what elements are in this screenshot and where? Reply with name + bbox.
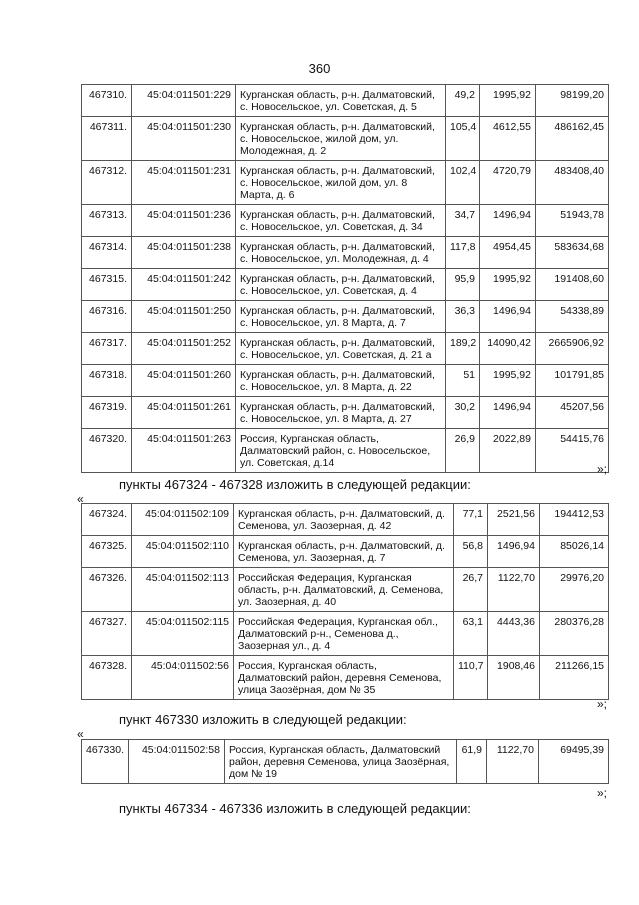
- cadastral-value-cell: 29976,20: [540, 568, 609, 612]
- cadastral-number-cell: 45:04:011502:58: [129, 740, 225, 784]
- table-row: [82, 301, 609, 333]
- row-number-cell: 467328.: [82, 656, 132, 700]
- area-cell: 36,3: [446, 301, 480, 333]
- cadastral-cost-per-unit-cell: 2022,89: [480, 429, 536, 473]
- cadastral-cost-per-unit-cell: 4954,45: [480, 237, 536, 269]
- area-cell: 189,2: [446, 333, 480, 365]
- registry-table-3: [81, 739, 609, 784]
- row-number-cell: 467314.: [82, 237, 132, 269]
- area-cell: 34,7: [446, 205, 480, 237]
- area-cell: 105,4: [446, 117, 480, 161]
- cadastral-value-cell: 486162,45: [536, 117, 609, 161]
- row-number-cell: 467315.: [82, 269, 132, 301]
- area-cell: 30,2: [446, 397, 480, 429]
- cadastral-value-cell: 54338,89: [536, 301, 609, 333]
- amendment-paragraph-1: пункты 467324 - 467328 изложить в следующей редакции:: [119, 477, 471, 492]
- closing-quote-2: »;: [596, 697, 607, 711]
- closing-quote-1: »;: [596, 462, 607, 476]
- row-number-cell: 467318.: [82, 365, 132, 397]
- cadastral-value-cell: 211266,15: [540, 656, 609, 700]
- table-row: [82, 740, 609, 784]
- table-row: [82, 205, 609, 237]
- cadastral-cost-per-unit-cell: 1496,94: [480, 205, 536, 237]
- address-cell: Курганская область, р-н. Далматовский, с. Новосельское, ул. 8 Марта, д. 7: [236, 301, 446, 333]
- table-row: [82, 333, 609, 365]
- cadastral-number-cell: 45:04:011502:56: [132, 656, 234, 700]
- address-cell: Курганская область, р-н. Далматовский, с. Новосельское, ул. Молодежная, д. 4: [236, 237, 446, 269]
- table-row: [82, 536, 609, 568]
- table-row: [82, 504, 609, 536]
- page-number: 360: [308, 61, 331, 76]
- address-cell: Курганская область, р-н. Далматовский, с. Новосельское, ул. Советская, д. 4: [236, 269, 446, 301]
- row-number-cell: 467325.: [82, 536, 132, 568]
- table-row: [82, 237, 609, 269]
- address-cell: Российская Федерация, Курганская обл., Далматовский р-н., Семенова д., Заозерная ул., д. 4: [234, 612, 454, 656]
- cadastral-value-cell: 51943,78: [536, 205, 609, 237]
- row-number-cell: 467311.: [82, 117, 132, 161]
- cadastral-number-cell: 45:04:011502:115: [132, 612, 234, 656]
- registry-table-1: [81, 84, 609, 473]
- row-number-cell: 467316.: [82, 301, 132, 333]
- cadastral-number-cell: 45:04:011502:113: [132, 568, 234, 612]
- registry-table-2: [81, 503, 609, 700]
- area-cell: 26,7: [454, 568, 488, 612]
- cadastral-number-cell: 45:04:011501:238: [132, 237, 236, 269]
- cadastral-number-cell: 45:04:011501:261: [132, 397, 236, 429]
- cadastral-value-cell: 2665906,92: [536, 333, 609, 365]
- address-cell: Россия, Курганская область, Далматовский район, деревня Семенова, улица Заозёрная, дом № 35: [234, 656, 454, 700]
- cadastral-number-cell: 45:04:011502:110: [132, 536, 234, 568]
- area-cell: 110,7: [454, 656, 488, 700]
- address-cell: Курганская область, р-н. Далматовский, с. Новосельское, жилой дом, ул. 8 Марта, д. 6: [236, 161, 446, 205]
- row-number-cell: 467310.: [82, 85, 132, 117]
- cadastral-cost-per-unit-cell: 1995,92: [480, 365, 536, 397]
- address-cell: Российская Федерация, Курганская область, р-н. Далматовский, д. Семенова, ул. Заозерная, д. 40: [234, 568, 454, 612]
- row-number-cell: 467317.: [82, 333, 132, 365]
- cadastral-cost-per-unit-cell: 14090,42: [480, 333, 536, 365]
- cadastral-number-cell: 45:04:011501:250: [132, 301, 236, 333]
- cadastral-number-cell: 45:04:011501:263: [132, 429, 236, 473]
- table-row: [82, 161, 609, 205]
- table-row: [82, 612, 609, 656]
- row-number-cell: 467313.: [82, 205, 132, 237]
- address-cell: Курганская область, р-н. Далматовский, с. Новосельское, жилой дом, ул. Молодежная, д. 2: [236, 117, 446, 161]
- cadastral-value-cell: 45207,56: [536, 397, 609, 429]
- address-cell: Россия, Курганская область, Далматовский район, с. Новосельское, ул. Советская, д.14: [236, 429, 446, 473]
- address-cell: Курганская область, р-н. Далматовский, д. Семенова, ул. Заозерная, д. 7: [234, 536, 454, 568]
- cadastral-cost-per-unit-cell: 1995,92: [480, 269, 536, 301]
- cadastral-cost-per-unit-cell: 1995,92: [480, 85, 536, 117]
- row-number-cell: 467312.: [82, 161, 132, 205]
- table-row: [82, 429, 609, 473]
- cadastral-value-cell: 583634,68: [536, 237, 609, 269]
- table-row: [82, 85, 609, 117]
- address-cell: Курганская область, р-н. Далматовский, с. Новосельское, ул. 8 Марта, д. 22: [236, 365, 446, 397]
- cadastral-value-cell: 280376,28: [540, 612, 609, 656]
- cadastral-value-cell: 69495,39: [539, 740, 609, 784]
- cadastral-number-cell: 45:04:011501:252: [132, 333, 236, 365]
- cadastral-value-cell: 98199,20: [536, 85, 609, 117]
- cadastral-number-cell: 45:04:011501:231: [132, 161, 236, 205]
- amendment-paragraph-2: пункт 467330 изложить в следующей редакции:: [119, 712, 407, 727]
- area-cell: 77,1: [454, 504, 488, 536]
- cadastral-cost-per-unit-cell: 4612,55: [480, 117, 536, 161]
- area-cell: 95,9: [446, 269, 480, 301]
- cadastral-number-cell: 45:04:011501:260: [132, 365, 236, 397]
- table-row: [82, 365, 609, 397]
- cadastral-cost-per-unit-cell: 1908,46: [488, 656, 540, 700]
- area-cell: 102,4: [446, 161, 480, 205]
- table-row: [82, 397, 609, 429]
- area-cell: 51: [446, 365, 480, 397]
- cadastral-value-cell: 483408,40: [536, 161, 609, 205]
- cadastral-cost-per-unit-cell: 4443,36: [488, 612, 540, 656]
- address-cell: Курганская область, р-н. Далматовский, с. Новосельское, ул. Советская, д. 34: [236, 205, 446, 237]
- cadastral-cost-per-unit-cell: 4720,79: [480, 161, 536, 205]
- row-number-cell: 467320.: [82, 429, 132, 473]
- address-cell: Курганская область, р-н. Далматовский, с. Новосельское, ул. Советская, д. 21 а: [236, 333, 446, 365]
- table-row: [82, 568, 609, 612]
- row-number-cell: 467326.: [82, 568, 132, 612]
- area-cell: 26,9: [446, 429, 480, 473]
- cadastral-number-cell: 45:04:011501:242: [132, 269, 236, 301]
- table-row: [82, 269, 609, 301]
- cadastral-number-cell: 45:04:011501:230: [132, 117, 236, 161]
- cadastral-number-cell: 45:04:011502:109: [132, 504, 234, 536]
- cadastral-cost-per-unit-cell: 1122,70: [488, 568, 540, 612]
- address-cell: Россия, Курганская область, Далматовский район, деревня Семенова, улица Заозёрная, дом № 19: [225, 740, 457, 784]
- area-cell: 49,2: [446, 85, 480, 117]
- cadastral-cost-per-unit-cell: 1496,94: [488, 536, 540, 568]
- row-number-cell: 467327.: [82, 612, 132, 656]
- opening-quote-2: «: [77, 727, 84, 741]
- table-row: [82, 117, 609, 161]
- cadastral-cost-per-unit-cell: 1496,94: [480, 397, 536, 429]
- amendment-paragraph-3: пункты 467334 - 467336 изложить в следующей редакции:: [119, 801, 471, 816]
- area-cell: 117,8: [446, 237, 480, 269]
- cadastral-value-cell: 191408,60: [536, 269, 609, 301]
- table-row: [82, 656, 609, 700]
- row-number-cell: 467330.: [82, 740, 129, 784]
- row-number-cell: 467324.: [82, 504, 132, 536]
- cadastral-cost-per-unit-cell: 1496,94: [480, 301, 536, 333]
- cadastral-value-cell: 101791,85: [536, 365, 609, 397]
- area-cell: 56,8: [454, 536, 488, 568]
- cadastral-cost-per-unit-cell: 1122,70: [487, 740, 539, 784]
- address-cell: Курганская область, р-н. Далматовский, с. Новосельское, ул. 8 Марта, д. 27: [236, 397, 446, 429]
- cadastral-cost-per-unit-cell: 2521,56: [488, 504, 540, 536]
- address-cell: Курганская область, р-н. Далматовский, д. Семенова, ул. Заозерная, д. 42: [234, 504, 454, 536]
- cadastral-number-cell: 45:04:011501:229: [132, 85, 236, 117]
- cadastral-value-cell: 85026,14: [540, 536, 609, 568]
- area-cell: 61,9: [457, 740, 487, 784]
- opening-quote-1: «: [77, 492, 84, 506]
- closing-quote-3: »;: [596, 786, 607, 800]
- cadastral-number-cell: 45:04:011501:236: [132, 205, 236, 237]
- cadastral-value-cell: 194412,53: [540, 504, 609, 536]
- area-cell: 63,1: [454, 612, 488, 656]
- address-cell: Курганская область, р-н. Далматовский, с. Новосельское, ул. Советская, д. 5: [236, 85, 446, 117]
- row-number-cell: 467319.: [82, 397, 132, 429]
- cadastral-value-cell: 54415,76: [536, 429, 609, 473]
